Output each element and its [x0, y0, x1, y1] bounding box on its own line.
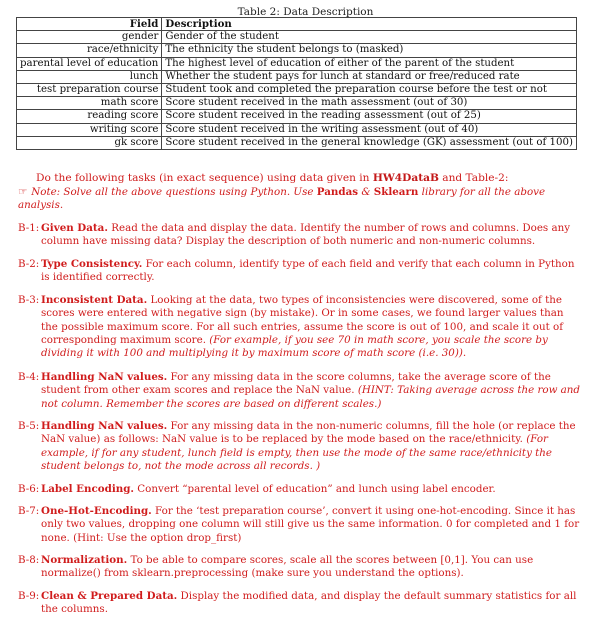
task-b5 [18, 420, 583, 473]
intro-text: Do the following tasks (in exact sequence) using data given in [36, 172, 373, 184]
description-cell: Score student received in the reading assessment (out of 25) [162, 110, 577, 123]
task-hint: (For example, if for any student, lunch field is empty, then use the mode of the same race/ethnicity the student belongs to, not the mode across all records. ) [41, 433, 553, 472]
task-b3 [18, 294, 583, 360]
pointing-hand-icon: ☞ [18, 186, 28, 198]
field-cell: gender [17, 31, 162, 44]
task-b8 [18, 554, 583, 581]
task-number: B-4: [18, 371, 40, 383]
table-row [17, 70, 577, 83]
table-row [17, 110, 577, 123]
field-cell: gk score [17, 136, 162, 149]
task-number: B-9: [18, 590, 40, 602]
description-cell: The ethnicity the student belongs to (masked) [162, 44, 577, 57]
task-hint: (For example, if you see 70 in math score, you scale the score by dividing it with 100 and multiplying it by maximum score of math score (i.e. 30)). [41, 333, 548, 360]
field-column-header: Field [17, 18, 162, 31]
sklearn-library: Sklearn [373, 186, 419, 198]
task-title: Clean & Prepared Data. [41, 590, 178, 602]
data-description-table [16, 17, 577, 150]
description-cell: Score student received in the general knowledge (GK) assessment (out of 100) [162, 136, 577, 149]
field-cell: writing score [17, 123, 162, 136]
field-cell: math score [17, 97, 162, 110]
task-text: Display the modified data, and display the default summary statistics for all the columns. [41, 590, 577, 616]
task-b6 [18, 483, 583, 496]
task-text: Looking at the data, two types of inconsistencies were discovered, some of the scores were entered with negative sign (by mistake). Or in some cases, we found larger values than the possible maximum score. For all such entries, assume the score is out of 100, and scale it out of corresponding maximum score. [41, 294, 564, 346]
task-number: B-7: [18, 505, 40, 517]
task-text: For any missing data in the score columns, take the average score of the student from other exam scores and replace the NaN value. [41, 371, 551, 397]
task-text: For any missing data in the non-numeric columns, fill the hole (or replace the NaN value) as follows: NaN value is to be replaced by the mode based on the race/ethnicity. [41, 420, 576, 446]
task-b7 [18, 505, 583, 545]
task-title: One-Hot-Encoding. [41, 505, 152, 517]
task-number: B-2: [18, 258, 40, 270]
description-column-header: Description [162, 18, 577, 31]
pandas-library: Pandas [316, 186, 359, 198]
task-number: B-1: [18, 222, 40, 234]
task-number: B-3: [18, 294, 40, 306]
table-row [17, 97, 577, 110]
task-number: B-5: [18, 420, 40, 432]
task-number: B-8: [18, 554, 40, 566]
task-title: Type Consistency. [41, 258, 143, 270]
task-number: B-6: [18, 483, 40, 495]
task-b2 [18, 258, 583, 285]
task-b1 [18, 222, 583, 249]
task-text: For the ‘test preparation course’, convert it using one-hot-encoding. Since it has only two values, dropping one column will still give us the same information. 0 for completed and 1 for none. (Hint: Use the option drop_first) [41, 505, 580, 544]
table-row [17, 123, 577, 136]
task-title: Label Encoding. [41, 483, 135, 495]
table-row [17, 136, 577, 149]
note-text-end: library for all the above analysis. [18, 186, 546, 212]
field-cell: lunch [17, 70, 162, 83]
table-caption: Table 2: Data Description [237, 6, 374, 18]
table-row [17, 31, 577, 44]
task-text: For each column, identify type of each field and verify that each column in Python is identified correctly. [41, 258, 575, 284]
table-row [17, 84, 577, 97]
task-intro [36, 172, 576, 184]
table-row [17, 44, 577, 57]
task-title: Handling NaN values. [41, 371, 168, 383]
intro-text-end: and Table-2: [438, 172, 509, 184]
description-cell: The highest level of education of either of the parent of the student [162, 57, 577, 70]
field-cell: parental level of education [17, 57, 162, 70]
note-ampersand: & [358, 186, 374, 198]
description-cell: Whether the student pays for lunch at standard or free/reduced rate [162, 70, 577, 83]
field-cell: race/ethnicity [17, 44, 162, 57]
python-note [18, 186, 583, 212]
field-cell: reading score [17, 110, 162, 123]
description-cell: Score student received in the math assessment (out of 30) [162, 97, 577, 110]
task-b4 [18, 371, 583, 411]
description-cell: Student took and completed the preparation course before the test or not [162, 84, 577, 97]
task-title: Given Data. [41, 222, 108, 234]
field-cell: test preparation course [17, 84, 162, 97]
task-hint: (HINT: Taking average across the row and not column. Remember the scores are based on different scales.) [41, 384, 581, 410]
task-title: Handling NaN values. [41, 420, 168, 432]
description-cell: Score student received in the writing assessment (out of 40) [162, 123, 577, 136]
task-title: Normalization. [41, 554, 128, 566]
task-text: To be able to compare scores, scale all the scores between [0,1]. You can use normalize() from sklearn.preprocessing (make sure you understand the options). [41, 554, 534, 580]
task-text: Read the data and display the data. Identify the number of rows and columns. Does any column have missing data? Display the description of both numeric and non-numeric columns. [41, 222, 571, 248]
note-text: Note: Solve all the above questions using Python. Use [31, 186, 317, 198]
task-title: Inconsistent Data. [41, 294, 148, 306]
description-cell: Gender of the student [162, 31, 577, 44]
table-row [17, 57, 577, 70]
dataset-name: HW4DataB [372, 172, 439, 184]
task-text: Convert “parental level of education” and lunch using label encoder. [137, 483, 496, 495]
table-header-row [17, 18, 577, 31]
task-b9 [18, 590, 583, 617]
